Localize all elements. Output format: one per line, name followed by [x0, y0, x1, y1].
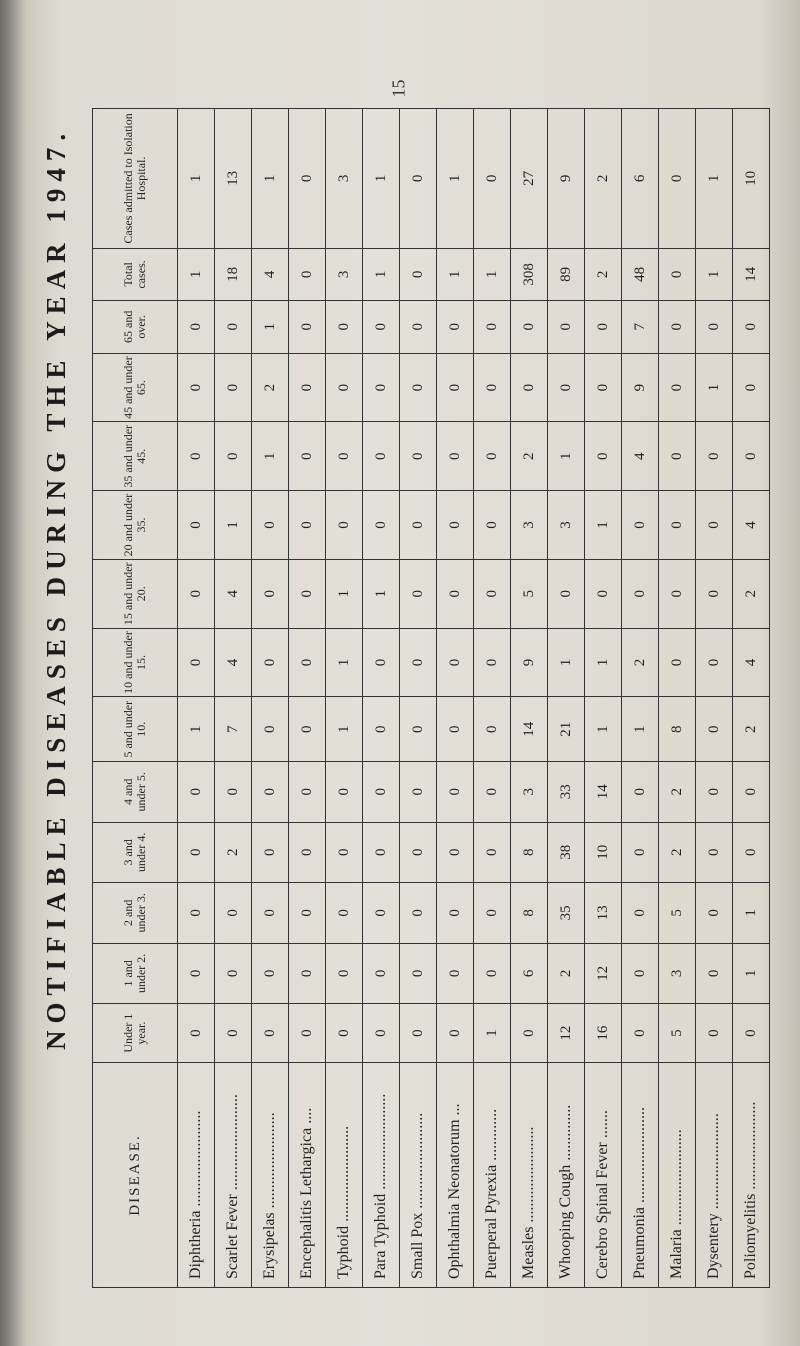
- count-cell: 0: [289, 943, 326, 1004]
- count-cell: 0: [474, 628, 511, 697]
- table-row: [215, 109, 252, 1288]
- count-cell: 4: [252, 248, 289, 300]
- count-cell: 1: [178, 697, 215, 762]
- count-cell: 0: [326, 491, 363, 560]
- count-cell: 0: [363, 943, 400, 1004]
- table-row: [622, 109, 659, 1288]
- count-cell: 0: [548, 353, 585, 422]
- count-cell: 0: [437, 300, 474, 353]
- count-cell: 4: [622, 422, 659, 491]
- count-cell: 0: [289, 883, 326, 944]
- count-cell: 0: [178, 1004, 215, 1063]
- count-cell: 3: [548, 491, 585, 560]
- count-cell: 89: [548, 248, 585, 300]
- header-65-over: 65 and over.: [93, 300, 178, 353]
- count-cell: 0: [548, 300, 585, 353]
- header-5-10: 5 and under 10.: [93, 697, 178, 762]
- table-row: [474, 109, 511, 1288]
- count-cell: 27: [511, 109, 548, 249]
- count-cell: 1: [178, 109, 215, 249]
- count-cell: 0: [474, 697, 511, 762]
- count-cell: 13: [585, 883, 622, 944]
- count-cell: 3: [326, 248, 363, 300]
- count-cell: 0: [252, 943, 289, 1004]
- count-cell: 0: [696, 762, 733, 823]
- count-cell: 0: [363, 822, 400, 883]
- count-cell: 12: [548, 1004, 585, 1063]
- count-cell: 2: [622, 628, 659, 697]
- count-cell: 0: [178, 628, 215, 697]
- count-cell: 0: [659, 491, 696, 560]
- table-row: [363, 109, 400, 1288]
- count-cell: 0: [363, 883, 400, 944]
- count-cell: 0: [400, 628, 437, 697]
- count-cell: 1: [696, 353, 733, 422]
- count-cell: 3: [511, 762, 548, 823]
- count-cell: 0: [289, 422, 326, 491]
- count-cell: 0: [363, 762, 400, 823]
- count-cell: 0: [474, 109, 511, 249]
- table-header-row: [93, 109, 178, 1288]
- count-cell: 1: [252, 300, 289, 353]
- count-cell: 0: [215, 353, 252, 422]
- count-cell: 18: [215, 248, 252, 300]
- table-row: [289, 109, 326, 1288]
- count-cell: 1: [363, 248, 400, 300]
- count-cell: 21: [548, 697, 585, 762]
- count-cell: 0: [215, 1004, 252, 1063]
- count-cell: 38: [548, 822, 585, 883]
- header-4-5: 4 and under 5.: [93, 762, 178, 823]
- count-cell: 1: [585, 491, 622, 560]
- count-cell: 5: [659, 883, 696, 944]
- count-cell: 0: [622, 762, 659, 823]
- count-cell: 0: [252, 1004, 289, 1063]
- count-cell: 0: [474, 883, 511, 944]
- count-cell: 1: [585, 628, 622, 697]
- count-cell: 1: [474, 1004, 511, 1063]
- count-cell: 0: [178, 491, 215, 560]
- count-cell: 2: [252, 353, 289, 422]
- count-cell: 35: [548, 883, 585, 944]
- count-cell: 0: [252, 822, 289, 883]
- count-cell: 0: [400, 300, 437, 353]
- header-45-65: 45 and under 65.: [93, 353, 178, 422]
- disease-name-cell: Para Typhoid ........................: [363, 1063, 400, 1288]
- count-cell: 0: [437, 422, 474, 491]
- count-cell: 0: [400, 422, 437, 491]
- count-cell: 0: [215, 762, 252, 823]
- header-15-20: 15 and under 20.: [93, 559, 178, 628]
- count-cell: 0: [474, 300, 511, 353]
- count-cell: 0: [400, 248, 437, 300]
- count-cell: 0: [659, 422, 696, 491]
- count-cell: 48: [622, 248, 659, 300]
- disease-name-cell: Poliomyelitis ......................: [733, 1063, 770, 1288]
- count-cell: 0: [178, 822, 215, 883]
- header-35-45: 35 and under 45.: [93, 422, 178, 491]
- header-10-15: 10 and under 15.: [93, 628, 178, 697]
- count-cell: 0: [659, 109, 696, 249]
- disease-name-cell: Scarlet Fever ........................: [215, 1063, 252, 1288]
- count-cell: 0: [733, 1004, 770, 1063]
- count-cell: 0: [696, 559, 733, 628]
- count-cell: 0: [474, 491, 511, 560]
- count-cell: 0: [696, 943, 733, 1004]
- disease-name-cell: Puerperal Pyrexia .............: [474, 1063, 511, 1288]
- count-cell: 33: [548, 762, 585, 823]
- count-cell: 1: [733, 883, 770, 944]
- count-cell: 0: [215, 300, 252, 353]
- disease-name-cell: Typhoid ........................: [326, 1063, 363, 1288]
- count-cell: 0: [437, 628, 474, 697]
- count-cell: 1: [622, 697, 659, 762]
- count-cell: 1: [437, 248, 474, 300]
- count-cell: 10: [585, 822, 622, 883]
- count-cell: 1: [548, 628, 585, 697]
- count-cell: 0: [400, 559, 437, 628]
- count-cell: 1: [548, 422, 585, 491]
- header-total: Total cases.: [93, 248, 178, 300]
- count-cell: 1: [696, 109, 733, 249]
- count-cell: 7: [622, 300, 659, 353]
- table-row: [437, 109, 474, 1288]
- count-cell: 308: [511, 248, 548, 300]
- disease-name-cell: Whooping Cough ..............: [548, 1063, 585, 1288]
- count-cell: 1: [474, 248, 511, 300]
- count-cell: 0: [437, 943, 474, 1004]
- count-cell: 0: [363, 422, 400, 491]
- count-cell: 0: [252, 697, 289, 762]
- count-cell: 0: [437, 822, 474, 883]
- count-cell: 0: [474, 559, 511, 628]
- count-cell: 14: [511, 697, 548, 762]
- count-cell: 10: [733, 109, 770, 249]
- count-cell: 0: [178, 559, 215, 628]
- count-cell: 0: [363, 628, 400, 697]
- count-cell: 0: [289, 248, 326, 300]
- count-cell: 2: [659, 762, 696, 823]
- count-cell: 0: [400, 762, 437, 823]
- count-cell: 2: [733, 697, 770, 762]
- count-cell: 0: [326, 943, 363, 1004]
- disease-name-cell: Dysentery ........................: [696, 1063, 733, 1288]
- header-20-35: 20 and under 35.: [93, 491, 178, 560]
- count-cell: 0: [363, 353, 400, 422]
- count-cell: 0: [326, 1004, 363, 1063]
- count-cell: 3: [659, 943, 696, 1004]
- count-cell: 0: [178, 353, 215, 422]
- count-cell: 9: [548, 109, 585, 249]
- table-row: [548, 109, 585, 1288]
- disease-name-cell: Encephalitis Lethargica ....: [289, 1063, 326, 1288]
- count-cell: 0: [252, 762, 289, 823]
- count-cell: 0: [400, 697, 437, 762]
- count-cell: 0: [289, 109, 326, 249]
- count-cell: 0: [363, 697, 400, 762]
- count-cell: 0: [289, 822, 326, 883]
- count-cell: 0: [474, 943, 511, 1004]
- count-cell: 0: [733, 422, 770, 491]
- count-cell: 0: [437, 491, 474, 560]
- count-cell: 0: [696, 422, 733, 491]
- count-cell: 5: [511, 559, 548, 628]
- count-cell: 14: [733, 248, 770, 300]
- count-cell: 2: [659, 822, 696, 883]
- count-cell: 2: [215, 822, 252, 883]
- count-cell: 2: [548, 943, 585, 1004]
- count-cell: 4: [215, 628, 252, 697]
- count-cell: 1: [363, 559, 400, 628]
- count-cell: 0: [400, 822, 437, 883]
- count-cell: 0: [733, 300, 770, 353]
- count-cell: 0: [696, 697, 733, 762]
- count-cell: 0: [178, 300, 215, 353]
- count-cell: 0: [326, 422, 363, 491]
- count-cell: 0: [659, 300, 696, 353]
- disease-name-cell: Ophthalmia Neonatorum ...: [437, 1063, 474, 1288]
- count-cell: 0: [659, 559, 696, 628]
- count-cell: 0: [622, 1004, 659, 1063]
- count-cell: 14: [585, 762, 622, 823]
- count-cell: 3: [326, 109, 363, 249]
- count-cell: 6: [511, 943, 548, 1004]
- header-2-3: 2 and under 3.: [93, 883, 178, 944]
- count-cell: 0: [622, 559, 659, 628]
- table-row: [400, 109, 437, 1288]
- header-1-2: 1 and under 2.: [93, 943, 178, 1004]
- header-under-1: Under 1 year.: [93, 1004, 178, 1063]
- count-cell: 0: [437, 559, 474, 628]
- table-row: [178, 109, 215, 1288]
- count-cell: 1: [696, 248, 733, 300]
- count-cell: 2: [511, 422, 548, 491]
- disease-name-cell: Erysipelas ........................: [252, 1063, 289, 1288]
- table-row: [252, 109, 289, 1288]
- count-cell: 0: [474, 822, 511, 883]
- count-cell: 0: [511, 1004, 548, 1063]
- count-cell: 2: [585, 248, 622, 300]
- header-admitted: Cases admitted to Isolation Hospital.: [93, 109, 178, 249]
- count-cell: 1: [215, 491, 252, 560]
- count-cell: 12: [585, 943, 622, 1004]
- count-cell: 0: [548, 559, 585, 628]
- count-cell: 0: [733, 762, 770, 823]
- disease-table-wrapper: [92, 108, 759, 1288]
- table-row: [326, 109, 363, 1288]
- count-cell: 0: [326, 822, 363, 883]
- count-cell: 0: [696, 628, 733, 697]
- disease-name-cell: Diphtheria ........................: [178, 1063, 215, 1288]
- count-cell: 8: [511, 822, 548, 883]
- count-cell: 0: [400, 491, 437, 560]
- header-disease: DISEASE.: [93, 1063, 178, 1288]
- table-body: [178, 109, 770, 1288]
- count-cell: 0: [400, 883, 437, 944]
- count-cell: 7: [215, 697, 252, 762]
- count-cell: 1: [437, 109, 474, 249]
- count-cell: 0: [733, 353, 770, 422]
- count-cell: 0: [289, 491, 326, 560]
- count-cell: 0: [474, 422, 511, 491]
- page-title: NOTIFIABLE DISEASES DURING THE YEAR 1947.: [41, 126, 71, 1050]
- count-cell: 0: [363, 300, 400, 353]
- count-cell: 0: [252, 559, 289, 628]
- count-cell: 0: [400, 109, 437, 249]
- count-cell: 1: [363, 109, 400, 249]
- count-cell: 0: [659, 353, 696, 422]
- count-cell: 0: [437, 353, 474, 422]
- disease-name-cell: Cerebro Spinal Fever .......: [585, 1063, 622, 1288]
- count-cell: 8: [511, 883, 548, 944]
- count-cell: 0: [252, 628, 289, 697]
- count-cell: 0: [511, 300, 548, 353]
- count-cell: 0: [733, 822, 770, 883]
- count-cell: 0: [326, 353, 363, 422]
- count-cell: 0: [289, 1004, 326, 1063]
- count-cell: 4: [733, 491, 770, 560]
- count-cell: 9: [511, 628, 548, 697]
- count-cell: 0: [326, 300, 363, 353]
- count-cell: 0: [178, 883, 215, 944]
- count-cell: 9: [622, 353, 659, 422]
- count-cell: 1: [326, 559, 363, 628]
- count-cell: 0: [289, 300, 326, 353]
- count-cell: 0: [252, 491, 289, 560]
- count-cell: 1: [326, 628, 363, 697]
- count-cell: 16: [585, 1004, 622, 1063]
- count-cell: 0: [696, 822, 733, 883]
- table-row: [696, 109, 733, 1288]
- count-cell: 0: [178, 422, 215, 491]
- count-cell: 0: [622, 883, 659, 944]
- disease-name-cell: Measles ........................: [511, 1063, 548, 1288]
- count-cell: 0: [326, 762, 363, 823]
- count-cell: 0: [659, 628, 696, 697]
- count-cell: 0: [289, 559, 326, 628]
- table-row: [511, 109, 548, 1288]
- count-cell: 0: [215, 943, 252, 1004]
- count-cell: 0: [363, 491, 400, 560]
- count-cell: 1: [252, 422, 289, 491]
- count-cell: 0: [696, 883, 733, 944]
- count-cell: 0: [474, 353, 511, 422]
- count-cell: 0: [622, 943, 659, 1004]
- count-cell: 0: [252, 883, 289, 944]
- count-cell: 0: [474, 762, 511, 823]
- count-cell: 0: [363, 1004, 400, 1063]
- count-cell: 0: [326, 883, 363, 944]
- count-cell: 0: [622, 491, 659, 560]
- count-cell: 0: [400, 353, 437, 422]
- count-cell: 3: [511, 491, 548, 560]
- count-cell: 2: [733, 559, 770, 628]
- count-cell: 0: [178, 943, 215, 1004]
- count-cell: 2: [585, 109, 622, 249]
- count-cell: 0: [215, 422, 252, 491]
- count-cell: 1: [178, 248, 215, 300]
- count-cell: 4: [215, 559, 252, 628]
- count-cell: 0: [622, 822, 659, 883]
- count-cell: 1: [326, 697, 363, 762]
- count-cell: 5: [659, 1004, 696, 1063]
- count-cell: 6: [622, 109, 659, 249]
- table-row: [659, 109, 696, 1288]
- count-cell: 13: [215, 109, 252, 249]
- count-cell: 0: [400, 1004, 437, 1063]
- count-cell: 0: [696, 491, 733, 560]
- count-cell: 0: [585, 300, 622, 353]
- count-cell: 0: [437, 697, 474, 762]
- count-cell: 8: [659, 697, 696, 762]
- disease-name-cell: Malaria ........................: [659, 1063, 696, 1288]
- count-cell: 0: [178, 762, 215, 823]
- count-cell: 4: [733, 628, 770, 697]
- disease-name-cell: Small Pox ........................: [400, 1063, 437, 1288]
- count-cell: 1: [585, 697, 622, 762]
- notifiable-diseases-table: [92, 108, 770, 1288]
- count-cell: 0: [696, 1004, 733, 1063]
- table-row: [733, 109, 770, 1288]
- count-cell: 0: [585, 422, 622, 491]
- count-cell: 0: [289, 353, 326, 422]
- count-cell: 0: [585, 353, 622, 422]
- count-cell: 0: [659, 248, 696, 300]
- count-cell: 1: [252, 109, 289, 249]
- count-cell: 0: [215, 883, 252, 944]
- header-3-4: 3 and under 4.: [93, 822, 178, 883]
- count-cell: 0: [511, 353, 548, 422]
- count-cell: 0: [696, 300, 733, 353]
- count-cell: 0: [437, 1004, 474, 1063]
- count-cell: 0: [289, 628, 326, 697]
- count-cell: 0: [400, 943, 437, 1004]
- count-cell: 1: [733, 943, 770, 1004]
- page-number: 15: [388, 79, 409, 98]
- count-cell: 0: [289, 762, 326, 823]
- count-cell: 0: [289, 697, 326, 762]
- table-row: [585, 109, 622, 1288]
- disease-name-cell: Pneumonia ........................: [622, 1063, 659, 1288]
- count-cell: 0: [437, 883, 474, 944]
- count-cell: 0: [437, 762, 474, 823]
- count-cell: 0: [585, 559, 622, 628]
